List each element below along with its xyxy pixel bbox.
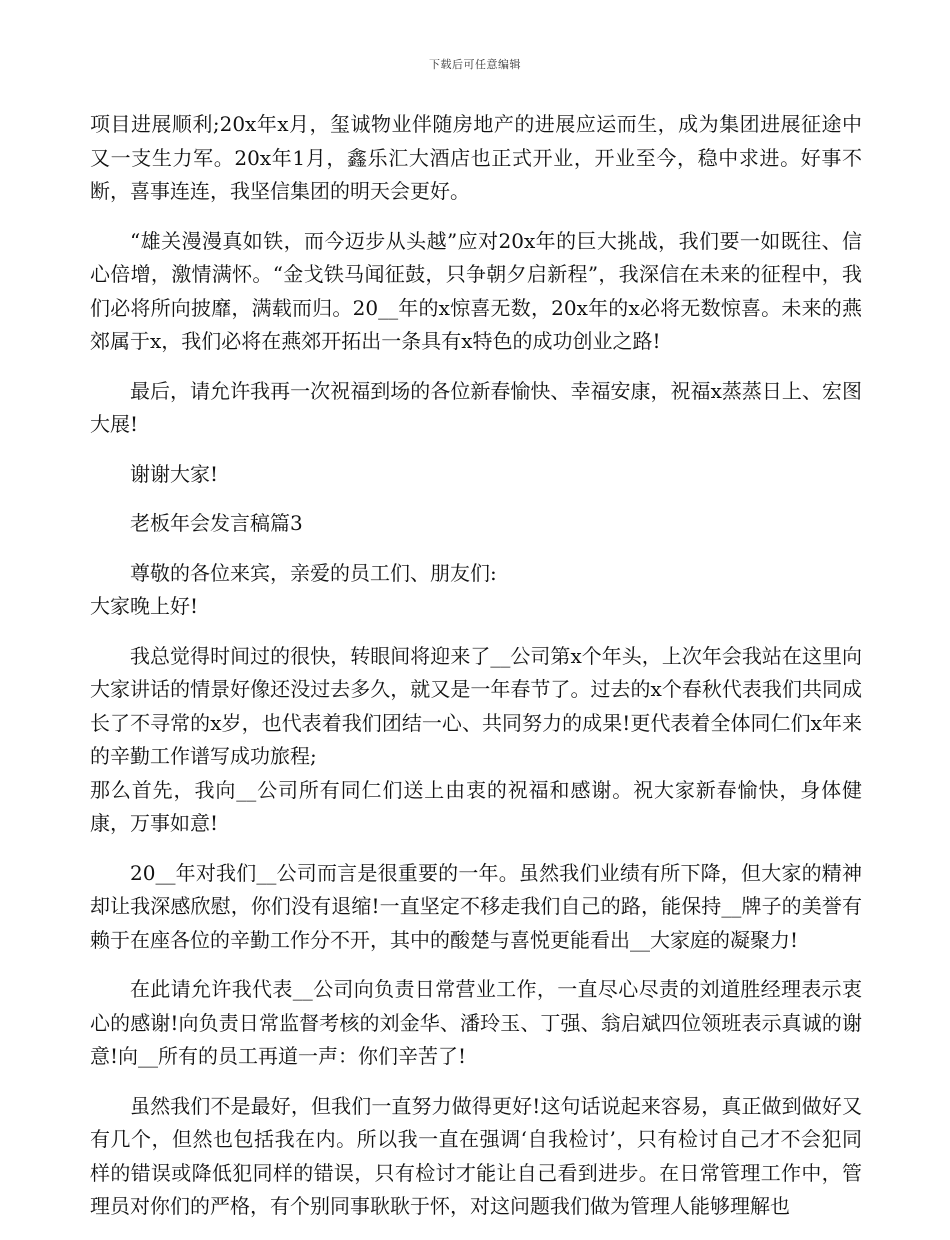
salutation: 尊敬的各位来宾，亲爱的员工们、朋友们: <box>130 560 497 585</box>
greeting: 大家晚上好! <box>90 594 199 618</box>
header-note: 下载后可任意编辑 <box>429 58 521 71</box>
paragraph-4: 我总觉得时间过的很快，转眼间将迎来了__公司第x个年头，上次年会我站在这里向大家讲话的情景好像还没过去多久，就又是一年春节了。过去的x个春秋代表我们共同成长了不寻常的x岁，也代表着我们团结一心、共同努力的成果!更代表着全体同仁们x年来的辛勤工作谱写成功旅程; <box>90 643 862 768</box>
paragraph-3: 最后，请允许我再一次祝福到场的各位新春愉快、幸福安康，祝福x蒸蒸日上、宏图大展! <box>90 378 862 436</box>
paragraph-1: 项目进展顺利;20x年x月，玺诚物业伴随房地产的进展应运而生，成为集团进展征途中又一支生力军。20x年1月，鑫乐汇大酒店也正式开业，开业至今，稳中求进。好事不断，喜事连连，我坚信集团的明天会更好。 <box>90 112 862 203</box>
paragraph-8: 虽然我们不是最好，但我们一直努力做得更好!这句话说起来容易，真正做到做好又有几个，但然也包括我在内。所以我一直在强调‘自我检讨’，只有检讨自己才不会犯同样的错误或降低犯同样的错误，只有检讨才能让自己看到进步。在日常管理工作中，管理员对你们的严格，有个别同事耿耿于怀，对这问题我们做为管理人能够理解也 <box>90 1093 862 1218</box>
paragraph-5: 那么首先，我向__公司所有同仁们送上由衷的祝福和感谢。祝大家新春愉快，身体健康，万事如意! <box>90 777 862 835</box>
paragraph-2: “雄关漫漫真如铁，而今迈步从头越”应对20x年的巨大挑战，我们要一如既往、信心倍增，激情满怀。“金戈铁马闻征鼓，只争朝夕启新程”，我深信在未来的征程中，我们必将所向披靡，满载而归。20__年的x惊喜无数，20x年的x必将无数惊喜。未来的燕郊属于x，我们必将在燕郊开拓出一条具有x特色的成功创业之路! <box>90 228 862 353</box>
paragraph-6: 20__年对我们__公司而言是很重要的一年。虽然我们业绩有所下降，但大家的精神却让我深感欣慰，你们没有退缩!一直坚定不移走我们自己的路，能保持__牌子的美誉有赖于在座各位的辛勤工作分不开，其中的酸楚与喜悦更能看出__大家庭的凝聚力! <box>90 860 862 952</box>
document-body <box>90 108 862 1240</box>
section-title: 老板年会发言稿篇3 <box>130 511 303 535</box>
paragraph-7: 在此请允许我代表__公司向负责日常营业工作，一直尽心尽责的刘道胜经理表示衷心的感谢!向负责日常监督考核的刘金华、潘玲玉、丁强、翁启斌四位领班表示真诚的谢意!向__所有的员工再道一声：你们辛苦了! <box>90 977 862 1068</box>
paragraph-thanks: 谢谢大家! <box>130 461 219 486</box>
